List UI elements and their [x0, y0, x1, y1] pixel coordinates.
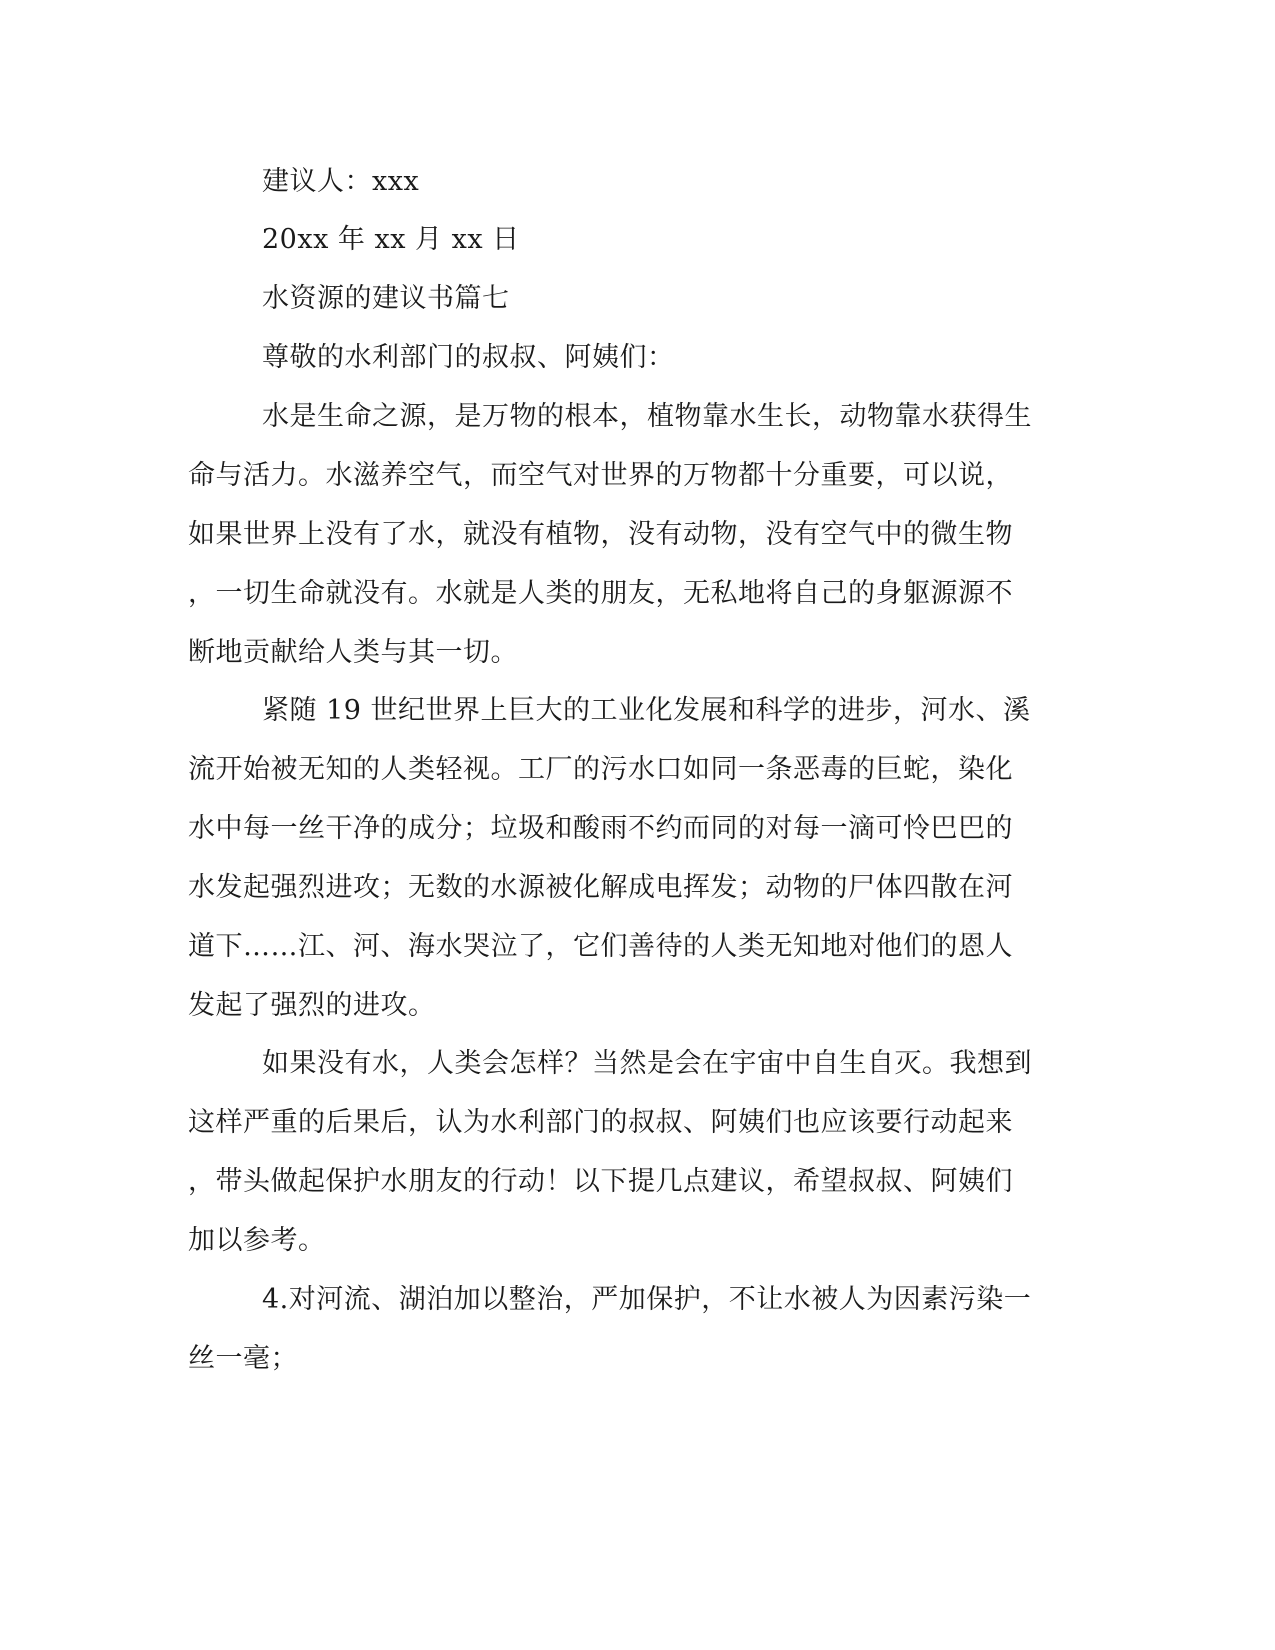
- paragraph-line: 丝一毫；: [188, 1343, 298, 1374]
- date-line: 20xx 年 xx 月 xx 日: [262, 224, 520, 255]
- paragraph-line: 发起了强烈的进攻。: [188, 990, 436, 1021]
- paragraph-line: 如果世界上没有了水，就没有植物，没有动物，没有空气中的微生物: [188, 519, 1013, 550]
- paragraph-line: 水是生命之源，是万物的根本，植物靠水生长，动物靠水获得生: [262, 401, 1032, 432]
- paragraph-line: 道下……江、河、海水哭泣了，它们善待的人类无知地对他们的恩人: [188, 931, 1013, 962]
- signature-line: 建议人：xxx: [262, 166, 420, 197]
- paragraph-line: 这样严重的后果后，认为水利部门的叔叔、阿姨们也应该要行动起来: [188, 1107, 1013, 1138]
- paragraph-line: ，一切生命就没有。水就是人类的朋友，无私地将自己的身躯源源不: [188, 578, 1013, 609]
- paragraph-line: 水发起强烈进攻；无数的水源被化解成电挥发；动物的尸体四散在河: [188, 872, 1013, 903]
- paragraph-line: 命与活力。水滋养空气，而空气对世界的万物都十分重要，可以说，: [188, 460, 1013, 491]
- paragraph-line: ，带头做起保护水朋友的行动！以下提几点建议，希望叔叔、阿姨们: [188, 1166, 1013, 1197]
- paragraph-line: 4.对河流、湖泊加以整治，严加保护，不让水被人为因素污染一: [262, 1284, 1032, 1315]
- paragraph-line: 加以参考。: [188, 1225, 326, 1256]
- paragraph-line: 流开始被无知的人类轻视。工厂的污水口如同一条恶毒的巨蛇，染化: [188, 754, 1013, 785]
- paragraph-line: 如果没有水，人类会怎样？当然是会在宇宙中自生自灭。我想到: [262, 1048, 1032, 1079]
- section-heading: 水资源的建议书篇七: [262, 283, 510, 314]
- salutation: 尊敬的水利部门的叔叔、阿姨们：: [262, 342, 675, 373]
- paragraph-line: 断地贡献给人类与其一切。: [188, 637, 518, 668]
- paragraph-line: 紧随 19 世纪世界上巨大的工业化发展和科学的进步，河水、溪: [262, 695, 1031, 726]
- paragraph-line: 水中每一丝干净的成分；垃圾和酸雨不约而同的对每一滴可怜巴巴的: [188, 813, 1013, 844]
